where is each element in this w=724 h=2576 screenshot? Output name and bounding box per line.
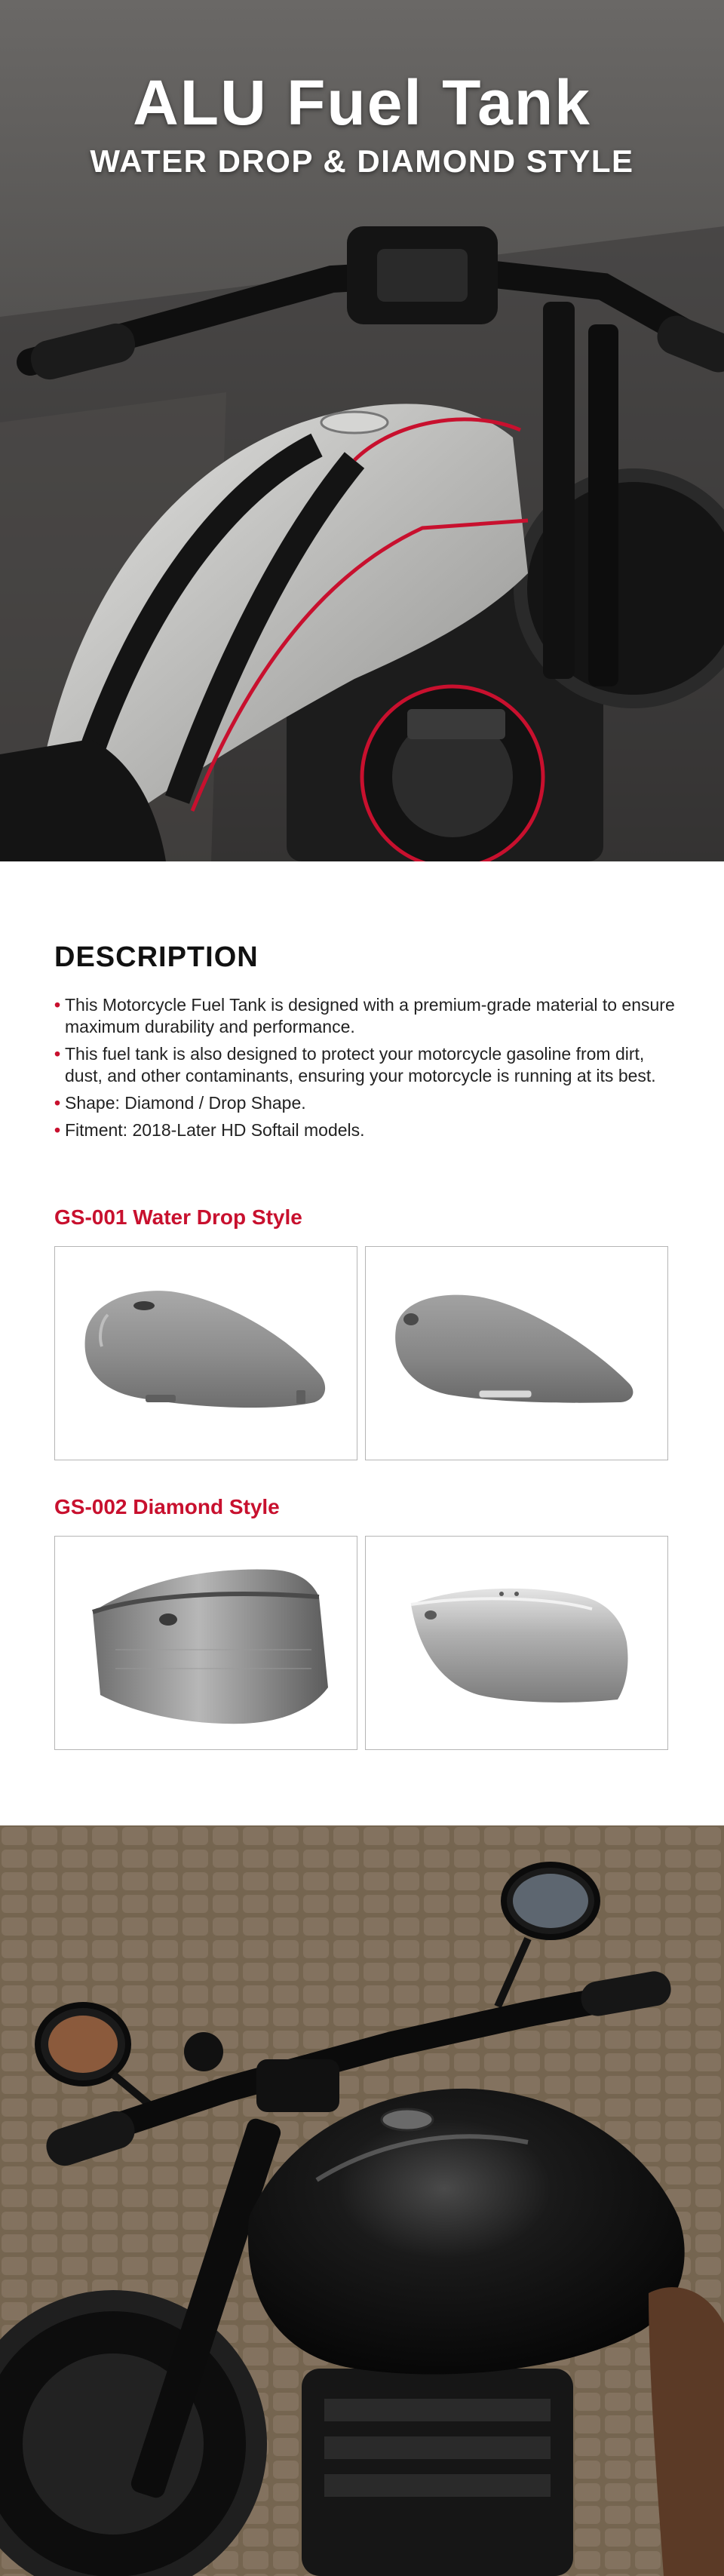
bullet-icon: • bbox=[54, 1044, 61, 1064]
diamond-image-1 bbox=[54, 1536, 357, 1750]
bullet-icon: • bbox=[54, 1093, 61, 1113]
water-drop-image-1 bbox=[54, 1246, 357, 1460]
hero-banner bbox=[0, 0, 724, 861]
list-item: • This fuel tank is also designed to protect your motorcycle gasoline from dirt, dust, and other contaminants, ensuring your motorcycle is running at its best. bbox=[54, 1044, 656, 1085]
list-item: • Shape: Diamond / Drop Shape. bbox=[54, 1093, 306, 1113]
bottom-motorcycle-photo bbox=[0, 1825, 724, 2576]
diamond-label: GS-002 Diamond Style bbox=[54, 1495, 280, 1518]
bullet-icon: • bbox=[54, 1120, 61, 1140]
description-list bbox=[54, 994, 680, 1147]
hero-title: ALU Fuel Tank bbox=[133, 67, 591, 138]
description-heading: DESCRIPTION bbox=[54, 941, 259, 973]
list-item: • This Motorcycle Fuel Tank is designed with a premium-grade material to ensure maximum durability and performance. bbox=[54, 995, 675, 1036]
water-drop-label: GS-001 Water Drop Style bbox=[54, 1205, 302, 1229]
water-drop-image-2 bbox=[365, 1246, 668, 1460]
list-item: • Fitment: 2018-Later HD Softail models. bbox=[54, 1120, 365, 1140]
hero-subtitle: WATER DROP & DIAMOND STYLE bbox=[90, 143, 634, 179]
bullet-icon: • bbox=[54, 995, 61, 1015]
diamond-image-2 bbox=[365, 1536, 668, 1750]
